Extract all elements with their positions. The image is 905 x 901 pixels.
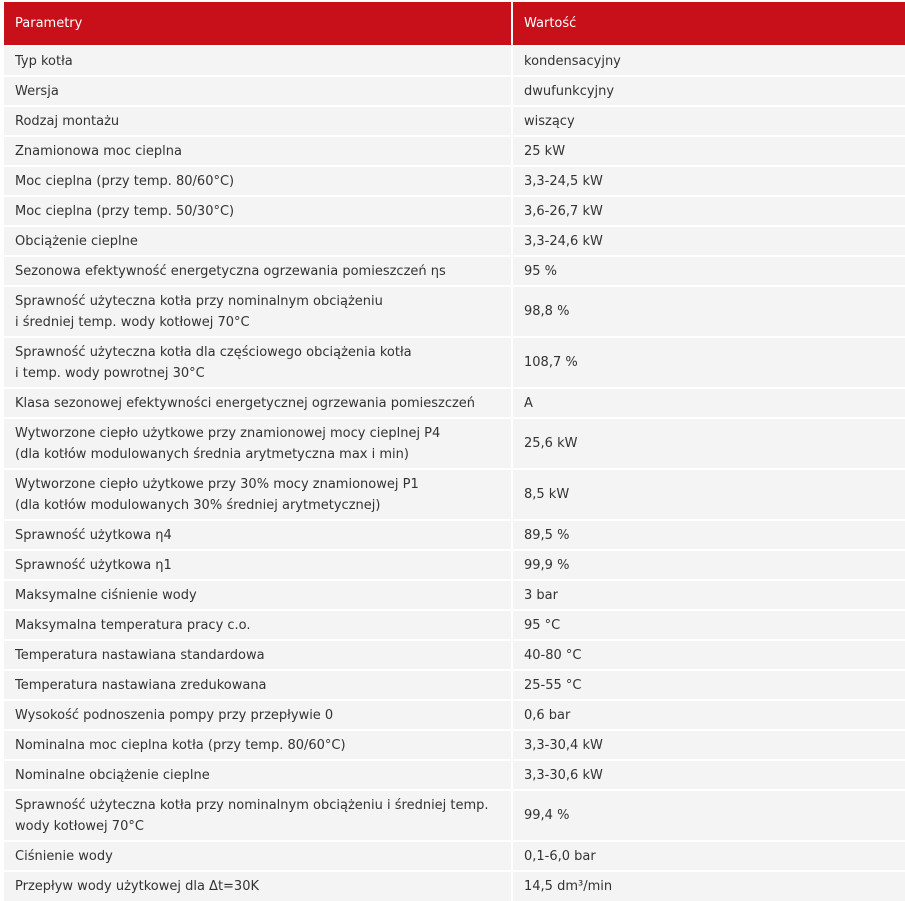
value-cell [512, 520, 905, 550]
parameter-label: Sprawność użytkowa η4 [15, 527, 172, 543]
parameter-cell [4, 610, 512, 640]
table-row [4, 418, 905, 469]
table-row [4, 166, 905, 196]
value-cell [512, 286, 905, 337]
parameter-label: wody kotłowej 70°C [15, 818, 144, 834]
parameter-cell [4, 730, 512, 760]
parameter-cell [4, 550, 512, 580]
parameter-label: Moc cieplna (przy temp. 80/60°C) [15, 173, 235, 189]
parameter-cell [4, 136, 512, 166]
parameter-label: Sprawność użyteczna kotła przy nominalnym obciążeniu [15, 293, 383, 309]
header-wartosc: Wartość [512, 2, 905, 46]
parameter-value: 3 bar [524, 587, 558, 603]
parameter-value: 3,3-24,6 kW [524, 233, 603, 249]
value-cell [512, 670, 905, 700]
parameter-label: (dla kotłów modulowanych 30% średniej arytmetycznej) [15, 497, 381, 513]
parameter-label: Sezonowa efektywność energetyczna ogrzewania pomieszczeń ηs [15, 263, 446, 279]
parameter-label: Temperatura nastawiana zredukowana [15, 677, 267, 693]
parameter-value: 25,6 kW [524, 436, 578, 451]
value-cell [512, 610, 905, 640]
parameter-value: 99,4 % [524, 808, 570, 823]
parameter-cell [4, 871, 512, 901]
table-row [4, 550, 905, 580]
value-cell [512, 871, 905, 901]
table-row [4, 226, 905, 256]
value-cell [512, 418, 905, 469]
parameter-value: A [524, 395, 533, 411]
table-row [4, 670, 905, 700]
parameter-label: Sprawność użytkowa η1 [15, 557, 172, 573]
parameter-value: 25 kW [524, 143, 566, 159]
table-row [4, 106, 905, 136]
value-cell [512, 226, 905, 256]
parameter-cell [4, 469, 512, 520]
table-header-row [4, 2, 905, 46]
parameter-value: dwufunkcyjny [524, 83, 615, 99]
parameter-cell [4, 640, 512, 670]
table-row [4, 520, 905, 550]
parameter-value: 0,1-6,0 bar [524, 848, 596, 864]
parameter-label: Obciążenie cieplne [15, 233, 138, 249]
parameter-cell [4, 256, 512, 286]
table-row [4, 760, 905, 790]
parameter-cell [4, 520, 512, 550]
parameter-label: i średniej temp. wody kotłowej 70°C [15, 314, 250, 330]
value-cell [512, 46, 905, 76]
parameter-value: 3,6-26,7 kW [524, 203, 603, 219]
parameter-label: Typ kotła [15, 53, 73, 69]
table-row [4, 640, 905, 670]
parameter-value: 40-80 °C [524, 647, 582, 663]
value-cell [512, 469, 905, 520]
parameter-label: Nominalna moc cieplna kotła (przy temp. 80/60°C) [15, 737, 346, 753]
parameter-value: 0,6 bar [524, 707, 571, 723]
value-cell [512, 580, 905, 610]
parameter-label: Znamionowa moc cieplna [15, 143, 182, 159]
value-cell [512, 640, 905, 670]
parameter-cell [4, 388, 512, 418]
header-parametry: Parametry [4, 2, 512, 46]
parameter-cell [4, 196, 512, 226]
value-cell [512, 730, 905, 760]
parameter-cell [4, 418, 512, 469]
value-cell [512, 166, 905, 196]
parameter-label: Nominalne obciążenie cieplne [15, 767, 210, 783]
parameter-cell [4, 337, 512, 388]
value-cell [512, 760, 905, 790]
table-row [4, 790, 905, 841]
parameter-label: Sprawność użyteczna kotła przy nominalnym obciążeniu i średniej temp. [15, 797, 489, 813]
table-row [4, 76, 905, 106]
parameter-value: kondensacyjny [524, 53, 621, 69]
table-row [4, 610, 905, 640]
table-row [4, 286, 905, 337]
parameter-value: 89,5 % [524, 527, 570, 543]
parameter-label: Temperatura nastawiana standardowa [15, 647, 265, 663]
parameter-label: Przepływ wody użytkowej dla Δt=30K [15, 879, 260, 894]
parameter-cell [4, 46, 512, 76]
parameter-cell [4, 580, 512, 610]
parameter-value: 98,8 % [524, 304, 570, 319]
parameter-value: 108,7 % [524, 355, 578, 370]
parameter-label: Ciśnienie wody [15, 848, 113, 864]
table-row [4, 196, 905, 226]
table-row [4, 469, 905, 520]
parameter-cell [4, 226, 512, 256]
value-cell [512, 337, 905, 388]
parameter-cell [4, 760, 512, 790]
parameter-value: 3,3-30,6 kW [524, 767, 603, 783]
parameter-label: Wytworzone ciepło użytkowe przy 30% mocy znamionowej P1 [15, 476, 419, 492]
parameter-label: Sprawność użyteczna kotła dla częściowego obciążenia kotła [15, 344, 412, 360]
parameter-label: Moc cieplna (przy temp. 50/30°C) [15, 203, 235, 219]
parameter-cell [4, 106, 512, 136]
table-row [4, 46, 905, 76]
value-cell [512, 550, 905, 580]
parameter-value: 95 °C [524, 617, 561, 633]
parameter-value: 99,9 % [524, 557, 570, 573]
parameter-cell [4, 841, 512, 871]
value-cell [512, 256, 905, 286]
parameter-label: Maksymalna temperatura pracy c.o. [15, 617, 251, 633]
parameter-value: 8,5 kW [524, 487, 570, 502]
parameter-label: (dla kotłów modulowanych średnia arytmetyczna max i min) [15, 446, 409, 462]
value-cell [512, 841, 905, 871]
table-row [4, 841, 905, 871]
parameter-cell [4, 166, 512, 196]
table-row [4, 700, 905, 730]
parameter-cell [4, 286, 512, 337]
value-cell [512, 790, 905, 841]
parameter-value: 25-55 °C [524, 677, 582, 693]
table-row [4, 388, 905, 418]
parameter-label: i temp. wody powrotnej 30°C [15, 365, 205, 381]
parameter-cell [4, 700, 512, 730]
value-cell [512, 76, 905, 106]
value-cell [512, 388, 905, 418]
parameter-value: 3,3-30,4 kW [524, 737, 603, 753]
value-cell [512, 700, 905, 730]
parameter-label: Wytworzone ciepło użytkowe przy znamionowej mocy cieplnej P4 [15, 425, 441, 441]
parameters-table [4, 2, 905, 901]
parameter-cell [4, 670, 512, 700]
table-row [4, 730, 905, 760]
table-row [4, 256, 905, 286]
table-body [4, 46, 905, 901]
parameter-value: 14,5 dm³/min [524, 879, 613, 894]
table-row [4, 871, 905, 901]
table-row [4, 337, 905, 388]
value-cell [512, 106, 905, 136]
parameter-label: Klasa sezonowej efektywności energetycznej ogrzewania pomieszczeń [15, 395, 476, 411]
parameter-label: Maksymalne ciśnienie wody [15, 587, 197, 603]
value-cell [512, 136, 905, 166]
parameter-label: Wysokość podnoszenia pompy przy przepływie 0 [15, 707, 334, 723]
parameter-label: Wersja [15, 83, 59, 99]
parameter-label: Rodzaj montażu [15, 113, 120, 129]
parameter-cell [4, 76, 512, 106]
table-row [4, 580, 905, 610]
table-row [4, 136, 905, 166]
parameter-value: 95 % [524, 263, 558, 279]
parameter-value: wiszący [524, 113, 575, 129]
parameter-cell [4, 790, 512, 841]
parameter-value: 3,3-24,5 kW [524, 173, 603, 189]
value-cell [512, 196, 905, 226]
